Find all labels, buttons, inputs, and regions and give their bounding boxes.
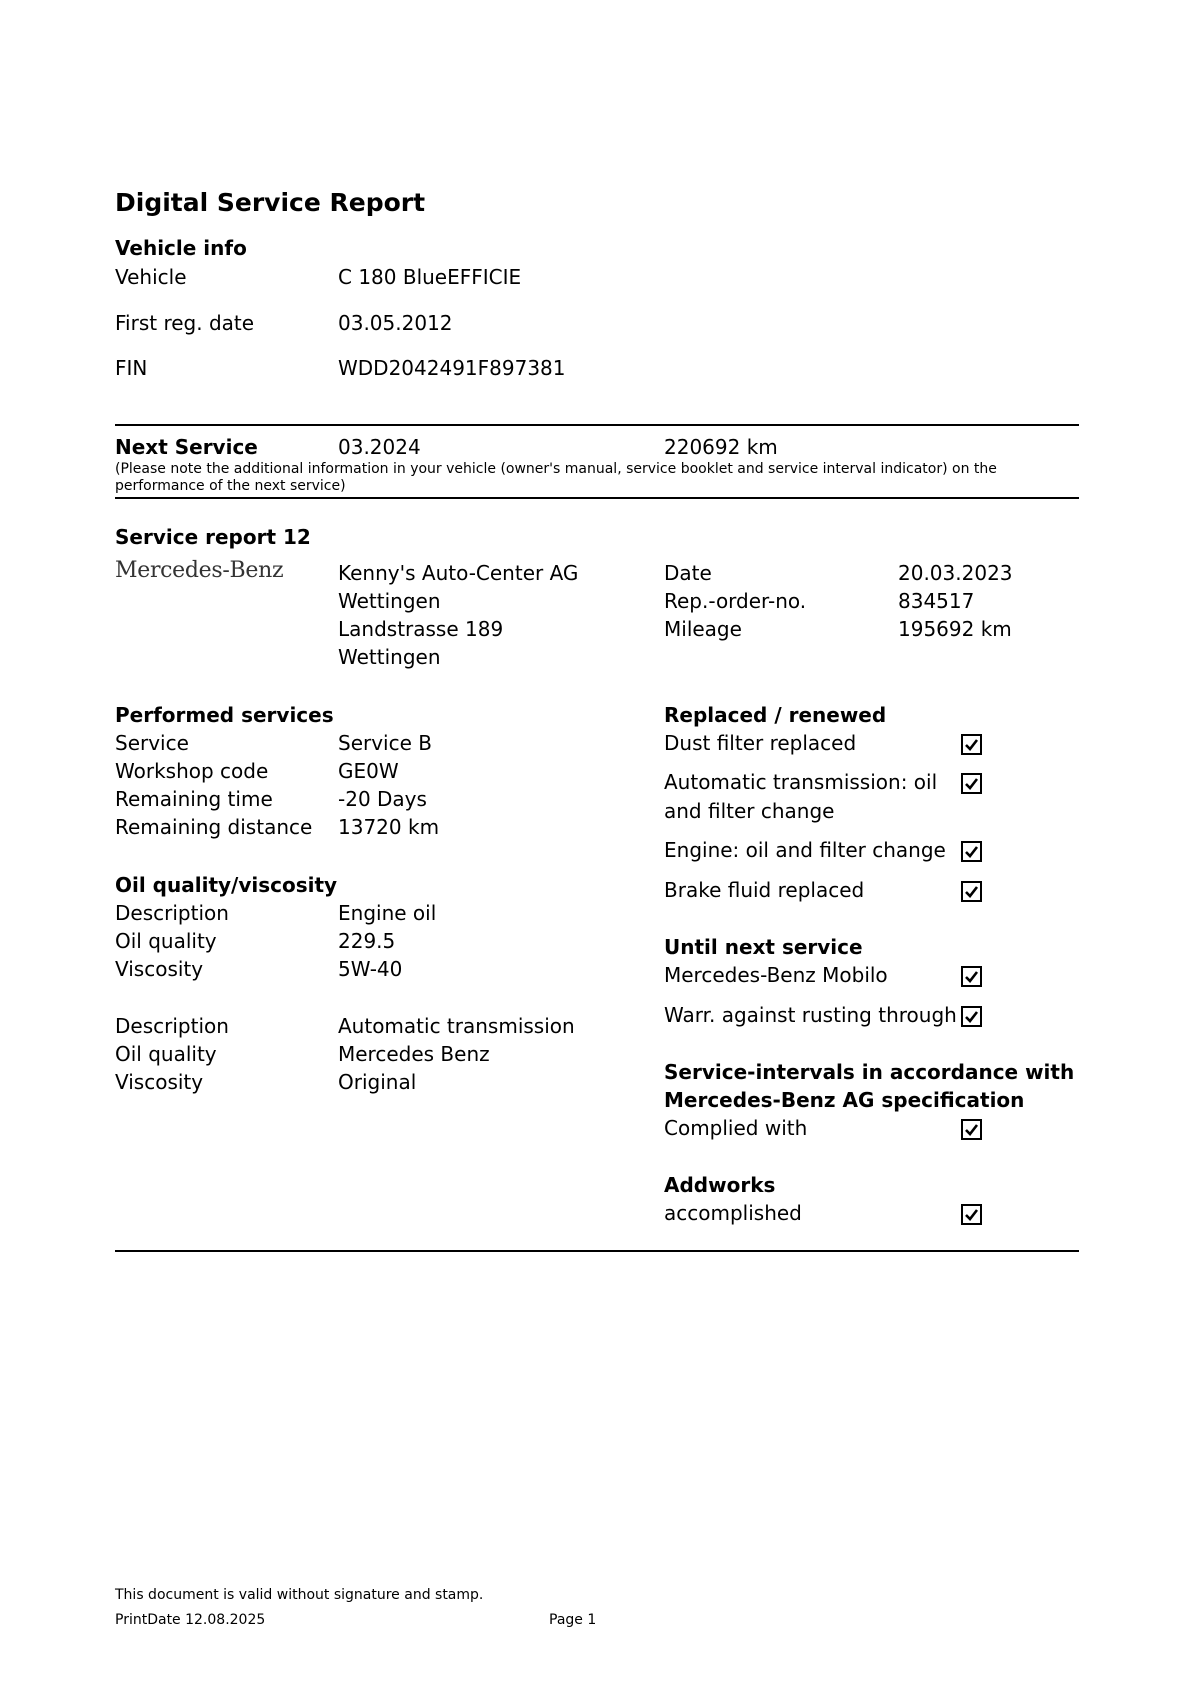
service-report-heading: Service report 12 <box>115 525 311 549</box>
accomplished-label: accomplished <box>664 1201 802 1225</box>
rust-warranty-checkbox <box>961 1006 982 1027</box>
first-reg-date-label: First reg. date <box>115 311 255 335</box>
vehicle-value: C 180 BlueEFFICIE <box>338 265 522 289</box>
oil2-quality-label: Oil quality <box>115 1042 217 1066</box>
mobilo-label: Mercedes-Benz Mobilo <box>664 963 888 987</box>
footer-validity: This document is valid without signature and stamp. <box>115 1587 484 1603</box>
workshop-name: Kenny's Auto-Center AG <box>338 561 579 585</box>
workshop-city: Wettingen <box>338 589 441 613</box>
next-service-top-divider <box>115 424 1079 426</box>
report-bottom-divider <box>115 1250 1079 1252</box>
checkmark-icon <box>964 1009 979 1024</box>
performed-services-heading: Performed services <box>115 703 334 727</box>
next-service-bottom-divider <box>115 497 1079 499</box>
remaining-distance-value: 13720 km <box>338 815 440 839</box>
first-reg-date-value: 03.05.2012 <box>338 311 453 335</box>
oil1-quality-value: 229.5 <box>338 929 396 953</box>
engine-oil-label: Engine: oil and filter change <box>664 838 946 862</box>
remaining-time-label: Remaining time <box>115 787 273 811</box>
oil1-description-label: Description <box>115 901 229 925</box>
brake-fluid-checkbox <box>961 881 982 902</box>
rust-warranty-label: Warr. against rusting through <box>664 1003 957 1027</box>
service-intervals-heading-line2: Mercedes-Benz AG specification <box>664 1088 1025 1112</box>
checkmark-icon <box>964 737 979 752</box>
brand-logo: Mercedes-Benz <box>115 558 284 583</box>
dust-filter-label: Dust filter replaced <box>664 731 857 755</box>
oil1-description-value: Engine oil <box>338 901 437 925</box>
auto-transmission-checkbox <box>961 773 982 794</box>
page-title: Digital Service Report <box>115 188 426 217</box>
service-label: Service <box>115 731 189 755</box>
footer-page-number: Page 1 <box>549 1612 597 1628</box>
oil1-viscosity-label: Viscosity <box>115 957 204 981</box>
oil2-quality-value: Mercedes Benz <box>338 1042 490 1066</box>
oil-quality-heading: Oil quality/viscosity <box>115 873 338 897</box>
complied-with-label: Complied with <box>664 1116 808 1140</box>
oil1-quality-label: Oil quality <box>115 929 217 953</box>
mobilo-checkbox <box>961 966 982 987</box>
service-intervals-heading-line1: Service-intervals in accordance with <box>664 1060 1075 1084</box>
replaced-heading: Replaced / renewed <box>664 703 887 727</box>
mileage-label: Mileage <box>664 617 742 641</box>
footer-print-date: PrintDate 12.08.2025 <box>115 1612 266 1628</box>
addworks-heading: Addworks <box>664 1173 776 1197</box>
mileage-value: 195692 km <box>898 617 1012 641</box>
checkmark-icon <box>964 844 979 859</box>
oil2-description-value: Automatic transmission <box>338 1014 575 1038</box>
checkmark-icon <box>964 969 979 984</box>
engine-oil-checkbox <box>961 841 982 862</box>
workshop-street: Landstrasse 189 <box>338 617 504 641</box>
workshop-code-label: Workshop code <box>115 759 269 783</box>
checkmark-icon <box>964 884 979 899</box>
oil1-viscosity-value: 5W-40 <box>338 957 403 981</box>
rep-order-label: Rep.-order-no. <box>664 589 807 613</box>
workshop-town: Wettingen <box>338 645 441 669</box>
checkmark-icon <box>964 1207 979 1222</box>
date-label: Date <box>664 561 712 585</box>
until-next-service-heading: Until next service <box>664 935 863 959</box>
auto-transmission-label-line2: and filter change <box>664 799 835 823</box>
vehicle-info-heading: Vehicle info <box>115 236 247 260</box>
date-value: 20.03.2023 <box>898 561 1013 585</box>
complied-with-checkbox <box>961 1119 982 1140</box>
fin-label: FIN <box>115 356 148 380</box>
brake-fluid-label: Brake fluid replaced <box>664 878 865 902</box>
workshop-code-value: GE0W <box>338 759 399 783</box>
next-service-km: 220692 km <box>664 435 778 459</box>
checkmark-icon <box>964 776 979 791</box>
rep-order-value: 834517 <box>898 589 975 613</box>
next-service-label: Next Service <box>115 435 258 459</box>
remaining-time-value: -20 Days <box>338 787 427 811</box>
checkmark-icon <box>964 1122 979 1137</box>
service-value: Service B <box>338 731 432 755</box>
oil2-description-label: Description <box>115 1014 229 1038</box>
oil2-viscosity-value: Original <box>338 1070 417 1094</box>
auto-transmission-label-line1: Automatic transmission: oil <box>664 770 938 794</box>
fin-value: WDD2042491F897381 <box>338 356 566 380</box>
next-service-note: (Please note the additional information in your vehicle (owner's manual, service booklet and service interval indicator) on the performance of the next service) <box>115 461 997 494</box>
remaining-distance-label: Remaining distance <box>115 815 313 839</box>
accomplished-checkbox <box>961 1204 982 1225</box>
oil2-viscosity-label: Viscosity <box>115 1070 204 1094</box>
vehicle-label: Vehicle <box>115 265 187 289</box>
next-service-date: 03.2024 <box>338 435 421 459</box>
dust-filter-checkbox <box>961 734 982 755</box>
